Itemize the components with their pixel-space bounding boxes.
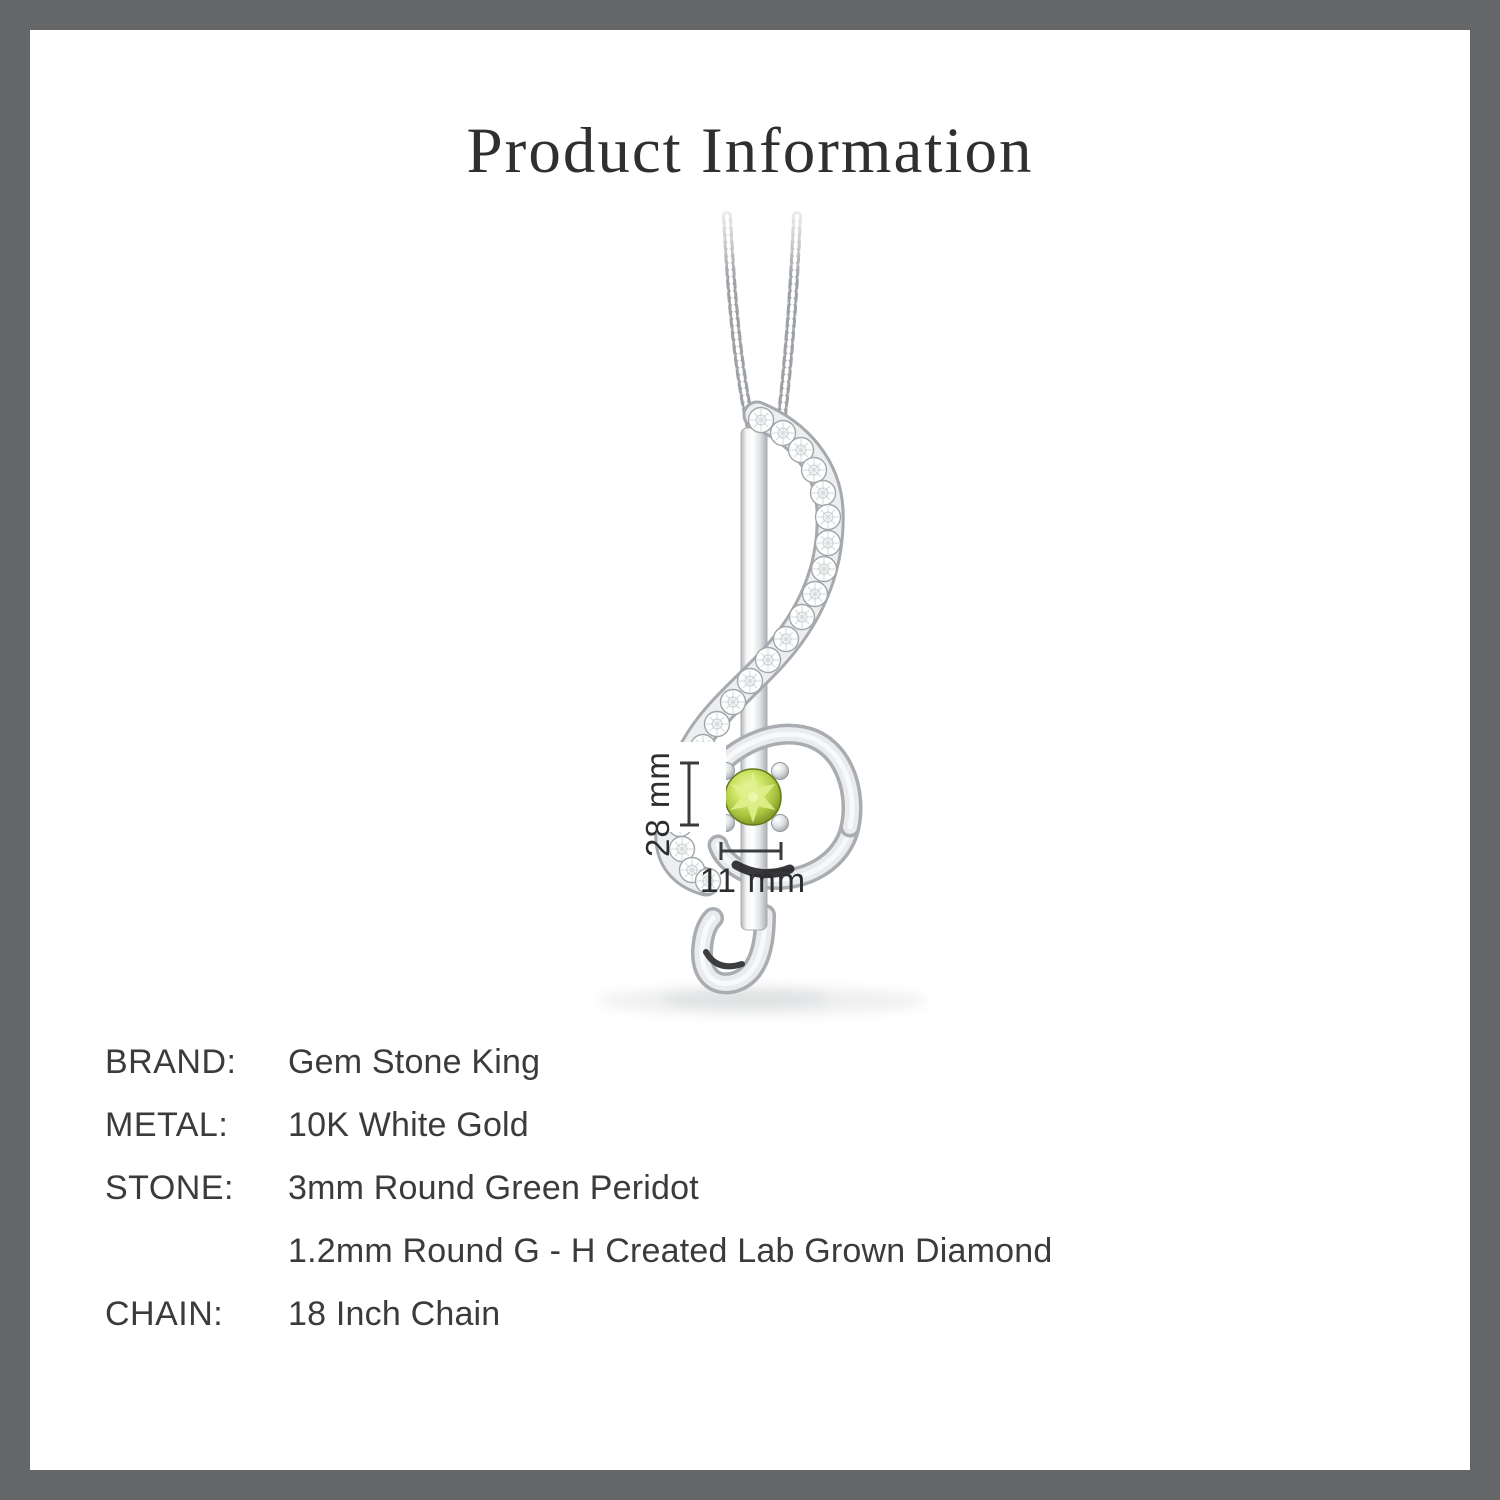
- diamond-accent: [705, 712, 730, 737]
- spec-row-metal: [105, 1094, 1405, 1157]
- spec-label: METAL:: [105, 1106, 229, 1144]
- spec-row-chain: [105, 1283, 1405, 1346]
- diamond-accent: [816, 531, 841, 556]
- pendant-drop-shadow: [597, 987, 927, 1015]
- spec-value: 10K White Gold: [288, 1106, 529, 1144]
- peridot-stone: [718, 763, 789, 832]
- diamond-accent: [811, 481, 836, 506]
- diamond-accent: [803, 582, 828, 607]
- spec-row-brand: [105, 1031, 1405, 1094]
- height-measurement-label: 28 mm: [639, 751, 676, 857]
- diamond-accent: [749, 408, 774, 433]
- specs-list: [105, 1031, 1405, 1346]
- page-title: Product Information: [466, 114, 1034, 187]
- spec-value: 3mm Round Green Peridot: [288, 1169, 699, 1207]
- spec-label: CHAIN:: [105, 1295, 224, 1333]
- diamond-accent: [790, 605, 815, 630]
- spec-row-stone: [105, 1157, 1405, 1220]
- chain-top-fade: [690, 195, 820, 280]
- prong-ball: [772, 763, 789, 780]
- diamond-accent: [802, 458, 827, 483]
- diamond-accent: [721, 690, 746, 715]
- diamond-accent: [774, 627, 799, 652]
- diamond-accent: [738, 669, 763, 694]
- diamond-accent: [756, 648, 781, 673]
- spec-label: BRAND:: [105, 1043, 237, 1081]
- spec-value: 1.2mm Round G - H Created Lab Grown Diamond: [288, 1232, 1053, 1270]
- spec-value: Gem Stone King: [288, 1043, 541, 1081]
- width-measurement-label: 11 mm: [699, 862, 807, 900]
- spec-value: 18 Inch Chain: [288, 1295, 501, 1333]
- spec-row-stone-diamond: [105, 1220, 1405, 1283]
- diamond-accent: [812, 557, 837, 582]
- diamond-accent: [816, 505, 841, 530]
- prong-ball: [772, 815, 789, 832]
- spec-label: STONE:: [105, 1169, 234, 1207]
